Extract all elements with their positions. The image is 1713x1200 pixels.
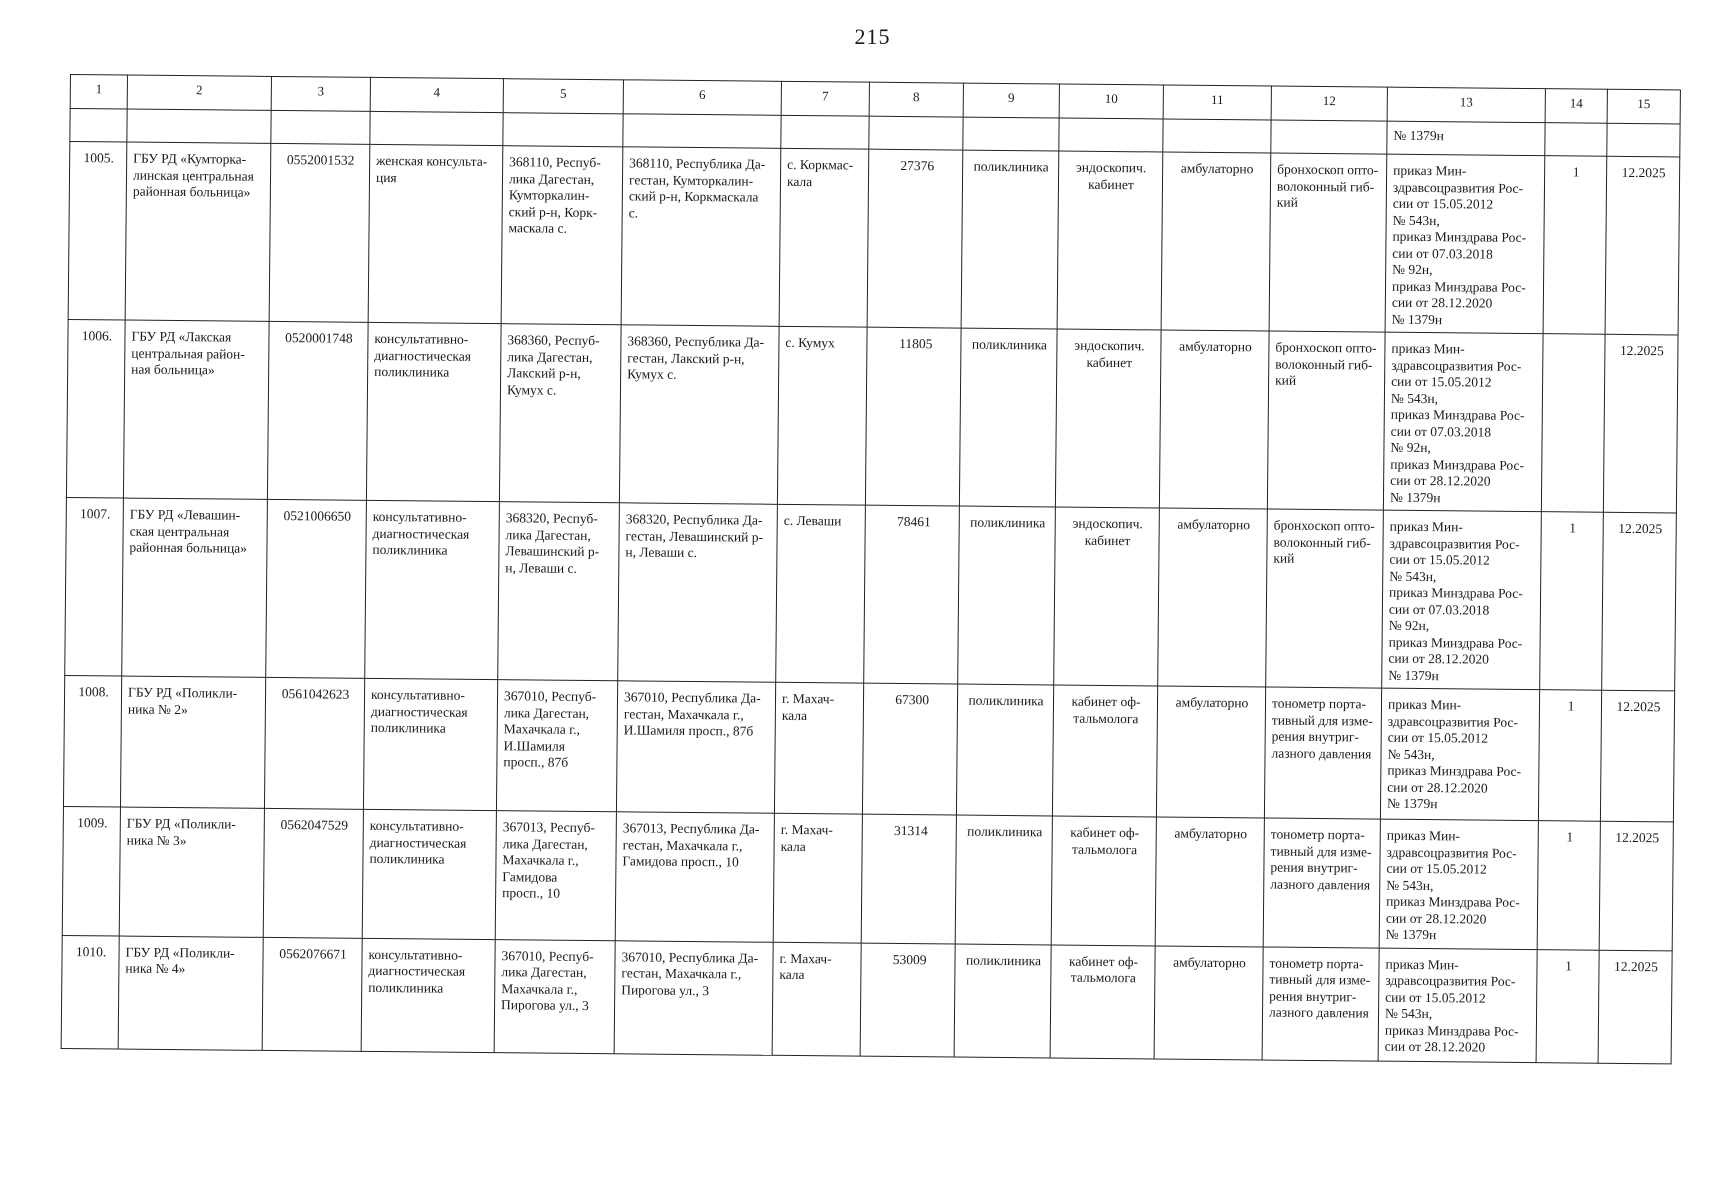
care-form: амбулаторно <box>1156 686 1265 818</box>
orders-cell: приказ Мин- здравсоцразвития Рос- сии от 15.05.2012 № 543н, приказ Минздрава Рос- сии от 07.03.2018 № 92н, приказ Минздрава Рос- сии от 28.12.2020 № 1379н <box>1382 510 1542 690</box>
address-short: 367010, Респуб- лика Дагестан, Махачкала г., И.Шамиля просп., 87б <box>496 680 617 812</box>
column-header: 1 <box>70 75 127 110</box>
equipment: бронхоскоп опто- волоконный гиб- кий <box>1266 509 1384 688</box>
unit-type: консультативно- диагностическая поликлиника <box>363 678 497 810</box>
population: 31314 <box>861 814 956 943</box>
column-header: 7 <box>781 81 869 116</box>
quantity: 1 <box>1536 949 1599 1063</box>
row-number: 1005. <box>68 142 127 321</box>
row-number: 1007. <box>65 497 124 676</box>
unit-type: женская консульта- ция <box>368 144 503 323</box>
column-header: 4 <box>370 77 503 112</box>
organization-name: ГБУ РД «Поликли- ника № 3» <box>119 807 264 937</box>
quantity <box>1541 334 1605 513</box>
locality: с. Леваши <box>776 504 866 683</box>
address-full: 368320, Республика Да- гестан, Левашинский р- н, Леваши с. <box>618 503 778 683</box>
care-form: амбулаторно <box>1159 330 1269 509</box>
address-full: 368110, Республика Да- гестан, Кумторкалин- ский р-н, Коркмаскала с. <box>621 147 781 327</box>
equipment-register-table <box>61 74 1681 1064</box>
facility-type: поликлиника <box>959 328 1057 507</box>
locality: с. Коркмас- кала <box>779 148 869 327</box>
organization-name: ГБУ РД «Кумторка- линская центральная районная больница» <box>125 142 271 321</box>
room: эндоскопич. кабинет <box>1054 507 1160 686</box>
locality: г. Махач- кала <box>772 942 861 1056</box>
population: 67300 <box>862 683 957 815</box>
row-number: 1009. <box>62 806 120 935</box>
address-full: 367010, Республика Да- гестан, Махачкала г., Пирогова ул., 3 <box>614 940 773 1055</box>
table-row <box>61 935 1672 1063</box>
organization-code: 0520001748 <box>267 321 368 500</box>
due-date: 12.2025 <box>1603 334 1678 513</box>
unit-type: консультативно- диагностическая поликлиника <box>362 809 496 939</box>
address-short: 368320, Респуб- лика Дагестан, Левашинский р- н, Леваши с. <box>498 502 620 681</box>
address-full: 368360, Республика Да- гестан, Лакский р-н, Кумух с. <box>619 325 779 505</box>
equipment: бронхоскоп опто- волоконный гиб- кий <box>1267 331 1385 510</box>
room: кабинет оф- тальмолога <box>1052 685 1157 817</box>
orders-cell: приказ Мин- здравсоцразвития Рос- сии от 15.05.2012 № 543н, приказ Минздрава Рос- сии от 07.03.2018 № 92н, приказ Минздрава Рос- сии от 28.12.2020 № 1379н <box>1385 154 1545 334</box>
orders-cell: приказ Мин- здравсоцразвития Рос- сии от 15.05.2012 № 543н, приказ Минздрава Рос- сии от 28.12.2020 <box>1378 948 1537 1063</box>
due-date: 12.2025 <box>1605 156 1680 335</box>
row-number: 1006. <box>66 319 125 498</box>
due-date: 12.2025 <box>1599 821 1673 950</box>
organization-name: ГБУ РД «Левашин- ская центральная районная больница» <box>122 498 268 677</box>
column-header: 8 <box>869 82 963 117</box>
orders-cell: приказ Мин- здравсоцразвития Рос- сии от 15.05.2012 № 543н, приказ Минздрава Рос- сии от 28.12.2020 № 1379н <box>1380 688 1539 821</box>
table-row <box>68 142 1680 335</box>
due-date: 12.2025 <box>1600 690 1674 822</box>
equipment: тонометр порта- тивный для изме- рения внутриг- лазного давления <box>1262 946 1379 1060</box>
quantity: 1 <box>1543 156 1607 335</box>
unit-type: консультативно- диагностическая поликлиника <box>365 500 500 679</box>
equipment: тонометр порта- тивный для изме- рения внутриг- лазного давления <box>1264 687 1381 819</box>
population: 78461 <box>864 505 960 684</box>
column-header: 12 <box>1271 86 1387 121</box>
column-header: 9 <box>963 83 1059 118</box>
row-number: 1008. <box>63 675 121 807</box>
locality: с. Кумух <box>777 326 867 505</box>
room: эндоскопич. кабинет <box>1055 329 1161 508</box>
column-header: 2 <box>127 75 271 110</box>
organization-name: ГБУ РД «Поликли- ника № 4» <box>118 936 263 1050</box>
due-date: 12.2025 <box>1598 950 1672 1064</box>
care-form: амбулаторно <box>1158 508 1268 687</box>
address-short: 367013, Респуб- лика Дагестан, Махачкала г., Гамидова просп., 10 <box>495 811 616 941</box>
address-short: 368110, Респуб- лика Дагестан, Кумторкалин- ский р-н, Корк- маскала с. <box>501 146 623 325</box>
room: эндоскопич. кабинет <box>1057 151 1163 330</box>
population: 53009 <box>860 943 955 1057</box>
quantity: 1 <box>1540 512 1604 691</box>
quantity: 1 <box>1537 821 1600 950</box>
column-header: 3 <box>271 76 370 111</box>
care-form: амбулаторно <box>1155 817 1264 947</box>
address-short: 367010, Респуб- лика Дагестан, Махачкала г., Пирогова ул., 3 <box>494 939 615 1053</box>
column-header: 6 <box>623 80 781 116</box>
organization-code: 0561042623 <box>264 677 364 809</box>
room: кабинет оф- тальмолога <box>1051 816 1156 945</box>
orders-cell: приказ Мин- здравсоцразвития Рос- сии от 15.05.2012 № 543н, приказ Минздрава Рос- сии от 07.03.2018 № 92н, приказ Минздрава Рос- сии от 28.12.2020 № 1379н <box>1383 332 1543 512</box>
due-date: 12.2025 <box>1602 512 1677 691</box>
table-row <box>65 497 1677 690</box>
address-full: 367013, Республика Да- гестан, Махачкала г., Гамидова просп., 10 <box>615 812 774 942</box>
organization-code: 0562047529 <box>263 808 363 937</box>
orders-cell: № 1379н <box>1387 121 1545 156</box>
quantity: 1 <box>1538 690 1601 822</box>
orders-cell: приказ Мин- здравсоцразвития Рос- сии от 15.05.2012 № 543н, приказ Минздрава Рос- сии от 28.12.2020 № 1379н <box>1379 819 1538 949</box>
column-header: 15 <box>1607 89 1680 124</box>
organization-name: ГБУ РД «Лакская центральная район- ная больница» <box>123 320 269 499</box>
column-header: 11 <box>1163 85 1271 120</box>
facility-type: поликлиника <box>961 150 1059 329</box>
organization-code: 0521006650 <box>266 499 367 678</box>
care-form: амбулаторно <box>1161 152 1271 331</box>
equipment: бронхоскоп опто- волоконный гиб- кий <box>1269 153 1387 332</box>
organization-name: ГБУ РД «Поликли- ника № 2» <box>120 676 265 808</box>
facility-type: поликлиника <box>954 944 1051 1058</box>
column-header: 14 <box>1545 89 1607 124</box>
equipment: тонометр порта- тивный для изме- рения внутриг- лазного давления <box>1263 818 1380 948</box>
population: 27376 <box>867 149 963 328</box>
facility-type: поликлиника <box>958 506 1056 685</box>
page-number: 215 <box>854 24 891 49</box>
organization-code: 0552001532 <box>269 143 370 322</box>
facility-type: поликлиника <box>956 684 1053 816</box>
care-form: амбулаторно <box>1154 945 1263 1059</box>
column-header: 5 <box>503 79 623 114</box>
table-row <box>62 806 1673 950</box>
room: кабинет оф- тальмолога <box>1050 944 1155 1058</box>
address-short: 368360, Респуб- лика Дагестан, Лакский р-н, Кумух с. <box>499 324 621 503</box>
population: 11805 <box>865 327 961 506</box>
table-row <box>66 319 1678 512</box>
unit-type: консультативно- диагностическая поликлиника <box>366 322 501 501</box>
column-header: 13 <box>1387 87 1545 123</box>
unit-type: консультативно- диагностическая поликлиника <box>361 938 495 1052</box>
table-row <box>63 675 1674 821</box>
facility-type: поликлиника <box>955 815 1052 944</box>
locality: г. Махач- кала <box>774 682 863 814</box>
column-header: 10 <box>1059 84 1163 119</box>
address-full: 367010, Республика Да- гестан, Махачкала г., И.Шамиля просп., 87б <box>616 681 775 814</box>
organization-code: 0562076671 <box>262 937 362 1051</box>
locality: г. Махач- кала <box>773 813 862 942</box>
row-number: 1010. <box>61 935 119 1049</box>
